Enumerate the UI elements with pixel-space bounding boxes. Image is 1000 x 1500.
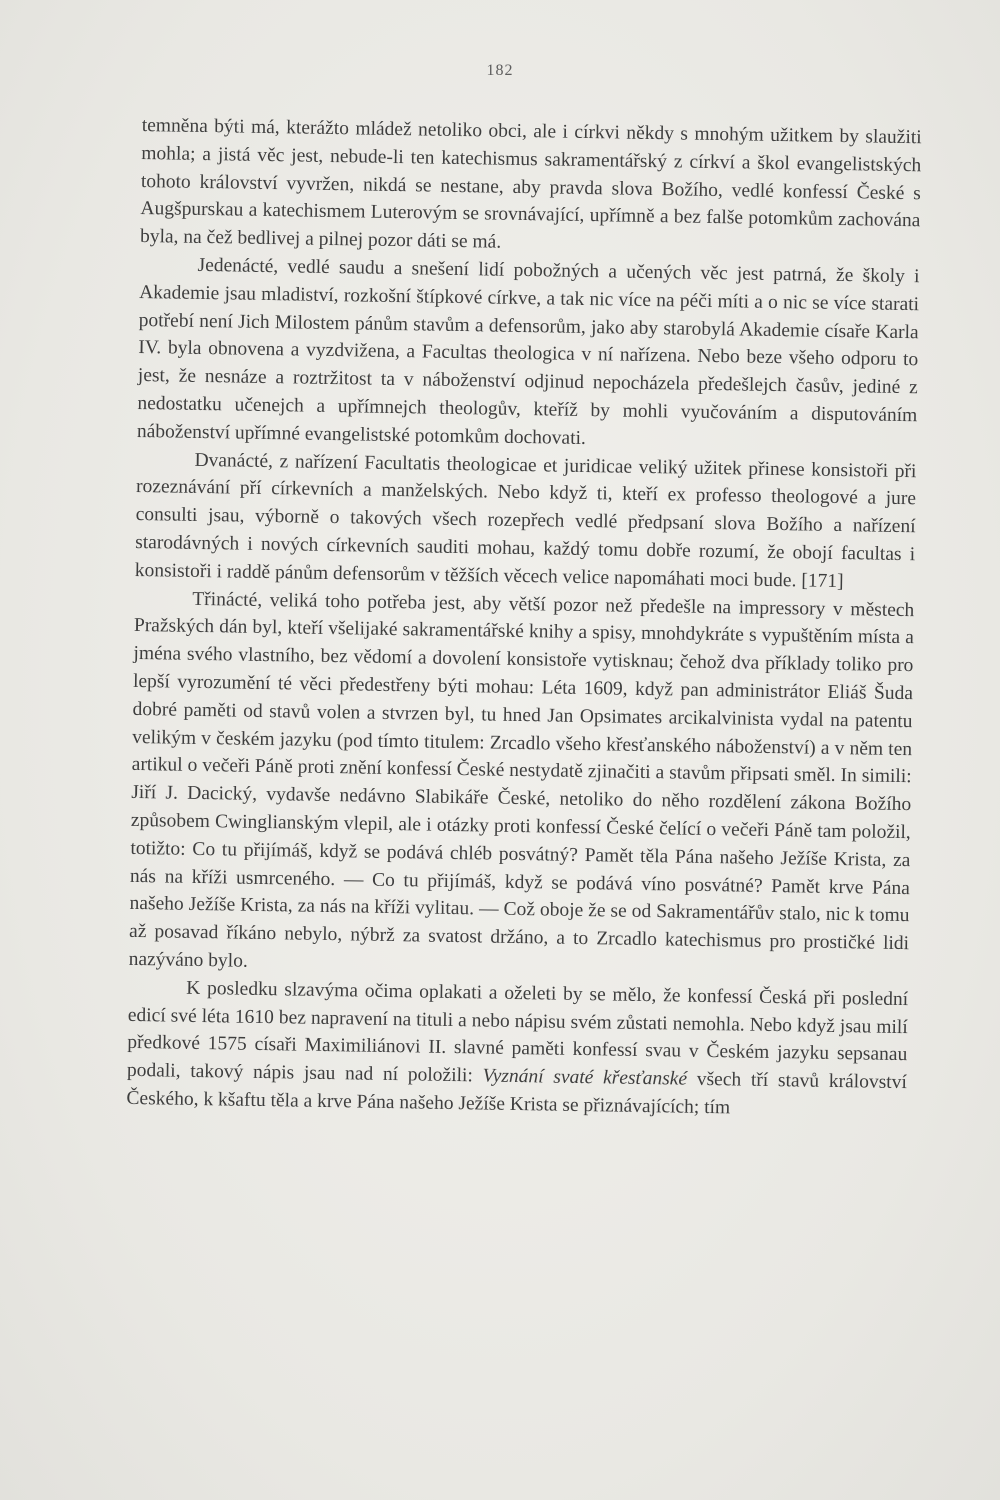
- paragraph-text-after: všech tří stavů království Českého, k kšaftu těla a krve Pána našeho Ježíše Krista se přiznávajících; tím: [126, 1068, 908, 1119]
- paragraph-text-before: K posledku slzavýma očima oplakati a oželeti by se mělo, že konfessí Česká při poslední edicí své léta 1610 bez napravení na tituli a nebo nápisu svém zůstati nemohla. Nebo když jsau milí předkové 1575 císaři Maximiliánovi II. slavné paměti konfessí svau v Českém jazyku sepsanau podali, takový nápis jsau nad ní položili:: [126, 977, 909, 1087]
- paragraph-trinacte: Třinácté, veliká toho potřeba jest, aby větší pozor než předešle na impressory v městech Pražských dán byl, kteří všelijaké sakramentářské knihy a spisy, mnohdykráte s vypuštěním místa a jména svého vlastního, bez vědomí a dovolení konsistoře vytisknau; čehož dva příklady toliko pro lepší vyrozumění té věci předestřeny býti mohau: Léta 1609, když pan administrátor Eliáš Šuda dobré paměti od stavů volen a stvrzen byl, tu hned Jan Opsimates arcikalvinista vydal na patentu velikým v českém jazyku (pod tímto titulem: Zrcadlo všeho křesťanského náboženství) a v něm ten artikul o večeři Páně proti znění konfessí České nestydatě zjinačiti a stavům připsati směl. In simili: Jiří J. Dacický, vydavše nedávno Slabikáře České, netoliko do něho rozdělení zákona Božího způsobem Cwinglianským vlepil, ale i otázky proti konfessí České čelící o večeři Páně tam položil, totižto: Co tu přijímáš, když se podává chléb posvátný? Pamět těla Pána našeho Ježíše Krista, za nás na kříži usmrceného. — Co tu přijímáš, když se podává víno posvátné? Pamět krve Pána našeho Ježíše Krista, za nás na kříži vylitau. — Což oboje že se od Sakramentářův stalo, nic k tomu až posavad říkáno nebylo, nýbrž za svatost držáno, a to Zrcadlo katechismus pro prostičké lidi nazýváno bylo.: [128, 588, 915, 972]
- paragraph-jedenacte: Jedenácté, vedlé saudu a snešení lidí pobožných a učených věc jest patrná, že školy i Akademie jsau mladiství, rozkošní štípkové církve, a tak nic více na péči míti a o nic se více starati potřebí není Jich Milostem pánům stavům a defensorům, jako aby starobylá Akademie císaře Karla IV. byla obnovena a vyzdvižena, a Facultas theologica v ní nařízena. Nebo beze všeho odporu to jest, že nesnáze a roztržitost ta v náboženství odjinud nepocházela předešlejch časův, jediné z nedostatku učenejch a upřímnejch theologův, kteříž by mohli vyučováním a disputováním náboženství upřímné evangelistské potomkům dochovati.: [136, 254, 920, 449]
- italic-title: Vyznání svaté křesťanské: [482, 1065, 688, 1090]
- page-number: 182: [486, 62, 514, 79]
- paragraph-k-posledku: [126, 974, 908, 1125]
- paragraph-dvanacte: Dvanácté, z nařízení Facultatis theologicae et juridicae veliký užitek přinese konsistoři při rozeznávání pří církevních a manželských. Nebo když ti, kteří ex professo theologové a jure consulti jsau, výborně o takových všech rozepřech vedlé předpsaní slova Božího a nařízení starodávných i nových církevních sauditi mohau, každý tomu dobře rozumí, že obojí facultas i konsistoři i raddě pánům defensorům v těžších věcech velice napomáhati moci bude. [171]: [134, 449, 917, 592]
- paragraph-continuation: temněna býti má, kterážto mládež netoliko obci, ale i církvi někdy s mnohým užitkem by slaužiti mohla; a jistá věc jest, nebude-li ten katechismus sakramentářský z církví a škol evangelistských tohoto království vyvržen, nikdá se nestane, aby pravda slova Božího, vedlé konfessí České s Augšpurskau a katechismem Luterovým se srovnávající, upřímně a bez falše potomkům zachována byla, na čež bedlivej a pilnej pozor dáti se má.: [139, 114, 922, 253]
- body-text: [126, 112, 922, 1125]
